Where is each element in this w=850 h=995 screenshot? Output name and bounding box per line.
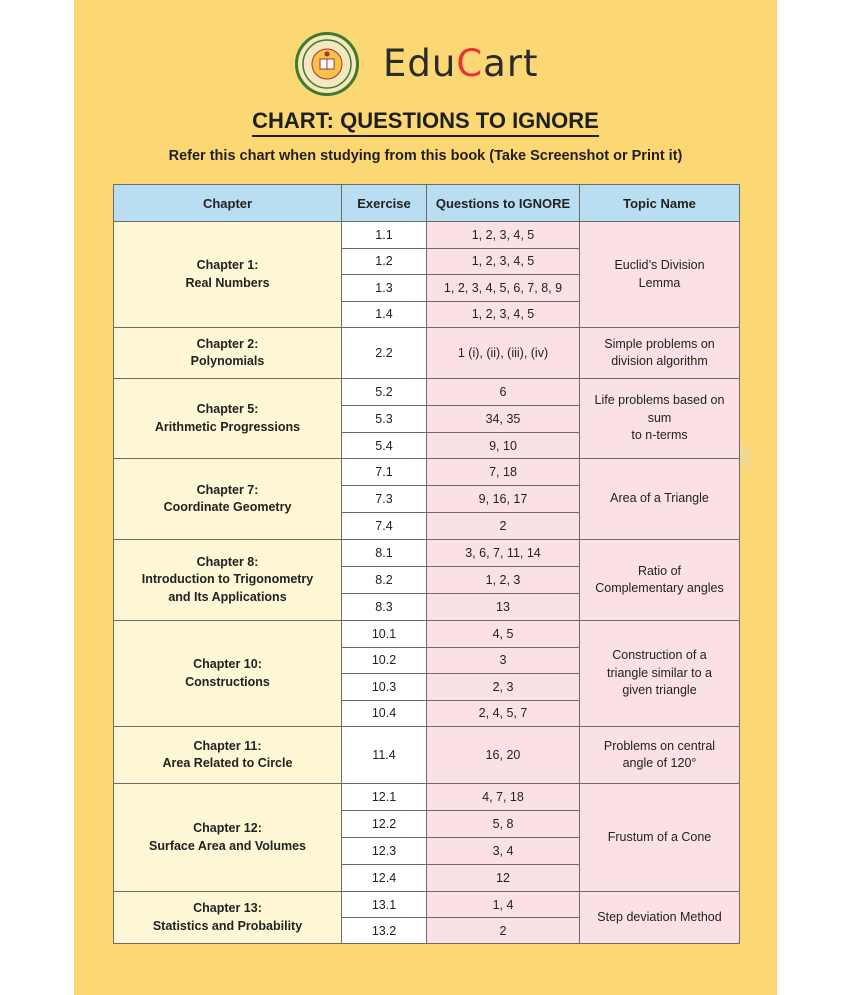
page-title: CHART: QUESTIONS TO IGNORE bbox=[74, 108, 777, 134]
exercise-cell: 10.1 bbox=[342, 621, 427, 648]
questions-cell: 2, 3 bbox=[427, 674, 580, 701]
topic-line: Lemma bbox=[638, 275, 681, 290]
topic-line: Simple problems on bbox=[604, 336, 715, 351]
chapter-line: Constructions bbox=[185, 674, 270, 689]
chapter-cell bbox=[114, 379, 342, 459]
chapter-cell bbox=[114, 892, 342, 944]
topic-line: Ratio of bbox=[637, 563, 682, 578]
exercise-cell: 8.3 bbox=[342, 594, 427, 621]
chapter-line: Chapter 12: bbox=[193, 821, 262, 835]
topic-cell bbox=[580, 379, 740, 459]
topic-cell bbox=[580, 328, 740, 379]
chapter-line: Real Numbers bbox=[185, 275, 270, 290]
page-subtitle: Refer this chart when studying from this book (Take Screenshot or Print it) bbox=[168, 148, 683, 164]
exercise-cell: 12.3 bbox=[342, 838, 427, 865]
chapter-line: Arithmetic Progressions bbox=[154, 419, 301, 434]
questions-table bbox=[113, 184, 740, 944]
questions-cell: 4, 7, 18 bbox=[427, 784, 580, 811]
chapter-cell bbox=[114, 222, 342, 328]
chapter-cell bbox=[114, 727, 342, 784]
topic-line: triangle similar to a bbox=[607, 665, 712, 680]
exercise-cell: 1.1 bbox=[342, 222, 427, 249]
table-row bbox=[114, 892, 740, 918]
table-row bbox=[114, 727, 740, 784]
topic-cell bbox=[580, 727, 740, 784]
topic-line: sum bbox=[647, 410, 672, 425]
topic-cell bbox=[580, 540, 740, 621]
chapter-line: Area Related to Circle bbox=[162, 756, 293, 770]
topic-line: angle of 120° bbox=[622, 756, 697, 770]
cbse-seal-icon bbox=[295, 32, 359, 96]
exercise-cell: 13.2 bbox=[342, 918, 427, 944]
table-row bbox=[114, 328, 740, 379]
chapter-line: Chapter 5: bbox=[196, 402, 259, 416]
questions-cell: 6 bbox=[427, 379, 580, 406]
header-questions: Questions to IGNORE bbox=[427, 185, 580, 222]
exercise-cell: 5.3 bbox=[342, 406, 427, 433]
questions-cell: 7, 18 bbox=[427, 459, 580, 486]
table-row bbox=[114, 379, 740, 406]
topic-cell bbox=[580, 459, 740, 540]
exercise-cell: 11.4 bbox=[342, 727, 427, 784]
topic-line: Construction of a bbox=[612, 648, 707, 663]
questions-cell: 1, 2, 3, 4, 5 bbox=[427, 301, 580, 328]
chapter-line: Polynomials bbox=[190, 354, 265, 368]
exercise-cell: 7.3 bbox=[342, 486, 427, 513]
exercise-cell: 12.2 bbox=[342, 811, 427, 838]
topic-line: Frustum of a Cone bbox=[607, 829, 712, 844]
table-row bbox=[114, 784, 740, 811]
exercise-cell: 1.3 bbox=[342, 275, 427, 302]
chapter-line: Statistics and Probability bbox=[152, 918, 303, 933]
chapter-cell bbox=[114, 328, 342, 379]
exercise-cell: 5.4 bbox=[342, 433, 427, 459]
chapter-line: and Its Applications bbox=[168, 589, 287, 604]
topic-cell bbox=[580, 892, 740, 944]
exercise-cell: 10.4 bbox=[342, 700, 427, 727]
header-chapter: Chapter bbox=[114, 185, 342, 222]
topic-line: Area of a Triangle bbox=[610, 491, 709, 506]
topic-line: given triangle bbox=[622, 683, 697, 698]
table-row bbox=[114, 222, 740, 249]
chapter-line: Chapter 2: bbox=[196, 336, 259, 351]
questions-cell: 1, 2, 3, 4, 5 bbox=[427, 248, 580, 275]
exercise-cell: 7.4 bbox=[342, 513, 427, 540]
chapter-cell bbox=[114, 540, 342, 621]
topic-line: to n-terms bbox=[631, 428, 688, 443]
questions-cell: 9, 16, 17 bbox=[427, 486, 580, 513]
brand-wordmark bbox=[383, 42, 539, 85]
questions-cell: 2 bbox=[427, 513, 580, 540]
questions-cell: 34, 35 bbox=[427, 406, 580, 433]
topic-line: Problems on central bbox=[603, 738, 716, 753]
questions-cell: 4, 5 bbox=[427, 621, 580, 648]
questions-cell: 1, 2, 3, 4, 5, 6, 7, 8, 9 bbox=[427, 275, 580, 302]
exercise-cell: 12.1 bbox=[342, 784, 427, 811]
questions-cell: 3, 4 bbox=[427, 838, 580, 865]
questions-cell: 3, 6, 7, 11, 14 bbox=[427, 540, 580, 567]
exercise-cell: 1.4 bbox=[342, 301, 427, 328]
questions-cell: 9, 10 bbox=[427, 433, 580, 459]
questions-cell: 13 bbox=[427, 594, 580, 621]
chapter-line: Surface Area and Volumes bbox=[148, 838, 306, 853]
table-row bbox=[114, 459, 740, 486]
chapter-line: Chapter 10: bbox=[193, 657, 262, 671]
brand-prefix: Edu bbox=[383, 42, 457, 85]
chapter-cell bbox=[114, 621, 342, 727]
exercise-cell: 5.2 bbox=[342, 379, 427, 406]
table-body bbox=[114, 222, 740, 944]
table-row bbox=[114, 621, 740, 648]
questions-cell: 16, 20 bbox=[427, 727, 580, 784]
questions-cell: 2, 4, 5, 7 bbox=[427, 700, 580, 727]
questions-cell: 1, 2, 3, 4, 5 bbox=[427, 222, 580, 249]
chapter-cell bbox=[114, 784, 342, 892]
chapter-line: Chapter 8: bbox=[196, 554, 259, 569]
questions-cell: 12 bbox=[427, 865, 580, 892]
brand-cart-letter: C bbox=[456, 42, 484, 85]
exercise-cell: 7.1 bbox=[342, 459, 427, 486]
table-header-row bbox=[114, 185, 740, 222]
questions-cell: 1 (i), (ii), (iii), (iv) bbox=[427, 328, 580, 379]
exercise-cell: 8.1 bbox=[342, 540, 427, 567]
header-topic: Topic Name bbox=[580, 185, 740, 222]
brand-suffix: art bbox=[483, 42, 539, 85]
topic-line: Step deviation Method bbox=[597, 909, 722, 924]
topic-cell bbox=[580, 222, 740, 328]
chapter-line: Chapter 13: bbox=[193, 901, 262, 915]
chapter-line: Coordinate Geometry bbox=[163, 500, 292, 514]
questions-cell: 5, 8 bbox=[427, 811, 580, 838]
exercise-cell: 1.2 bbox=[342, 248, 427, 275]
header-exercise: Exercise bbox=[342, 185, 427, 222]
topic-line: Euclid’s Division bbox=[614, 258, 705, 272]
chapter-line: Chapter 7: bbox=[196, 482, 259, 497]
chapter-cell bbox=[114, 459, 342, 540]
topic-line: Life problems based on bbox=[594, 393, 725, 408]
questions-cell: 1, 2, 3 bbox=[427, 567, 580, 594]
questions-cell: 2 bbox=[427, 918, 580, 944]
exercise-cell: 10.3 bbox=[342, 674, 427, 701]
topic-cell bbox=[580, 784, 740, 892]
topic-line: division algorithm bbox=[611, 354, 708, 368]
topic-cell bbox=[580, 621, 740, 727]
chapter-line: Chapter 1: bbox=[196, 258, 259, 272]
chapter-line: Chapter 11: bbox=[193, 738, 262, 753]
questions-cell: 3 bbox=[427, 647, 580, 674]
logo bbox=[295, 26, 539, 101]
exercise-cell: 10.2 bbox=[342, 647, 427, 674]
exercise-cell: 8.2 bbox=[342, 567, 427, 594]
questions-cell: 1, 4 bbox=[427, 892, 580, 918]
table-row bbox=[114, 540, 740, 567]
topic-line: Complementary angles bbox=[595, 581, 724, 595]
exercise-cell: 12.4 bbox=[342, 865, 427, 892]
chapter-line: Introduction to Trigonometry bbox=[141, 572, 314, 587]
exercise-cell: 13.1 bbox=[342, 892, 427, 918]
exercise-cell: 2.2 bbox=[342, 328, 427, 379]
